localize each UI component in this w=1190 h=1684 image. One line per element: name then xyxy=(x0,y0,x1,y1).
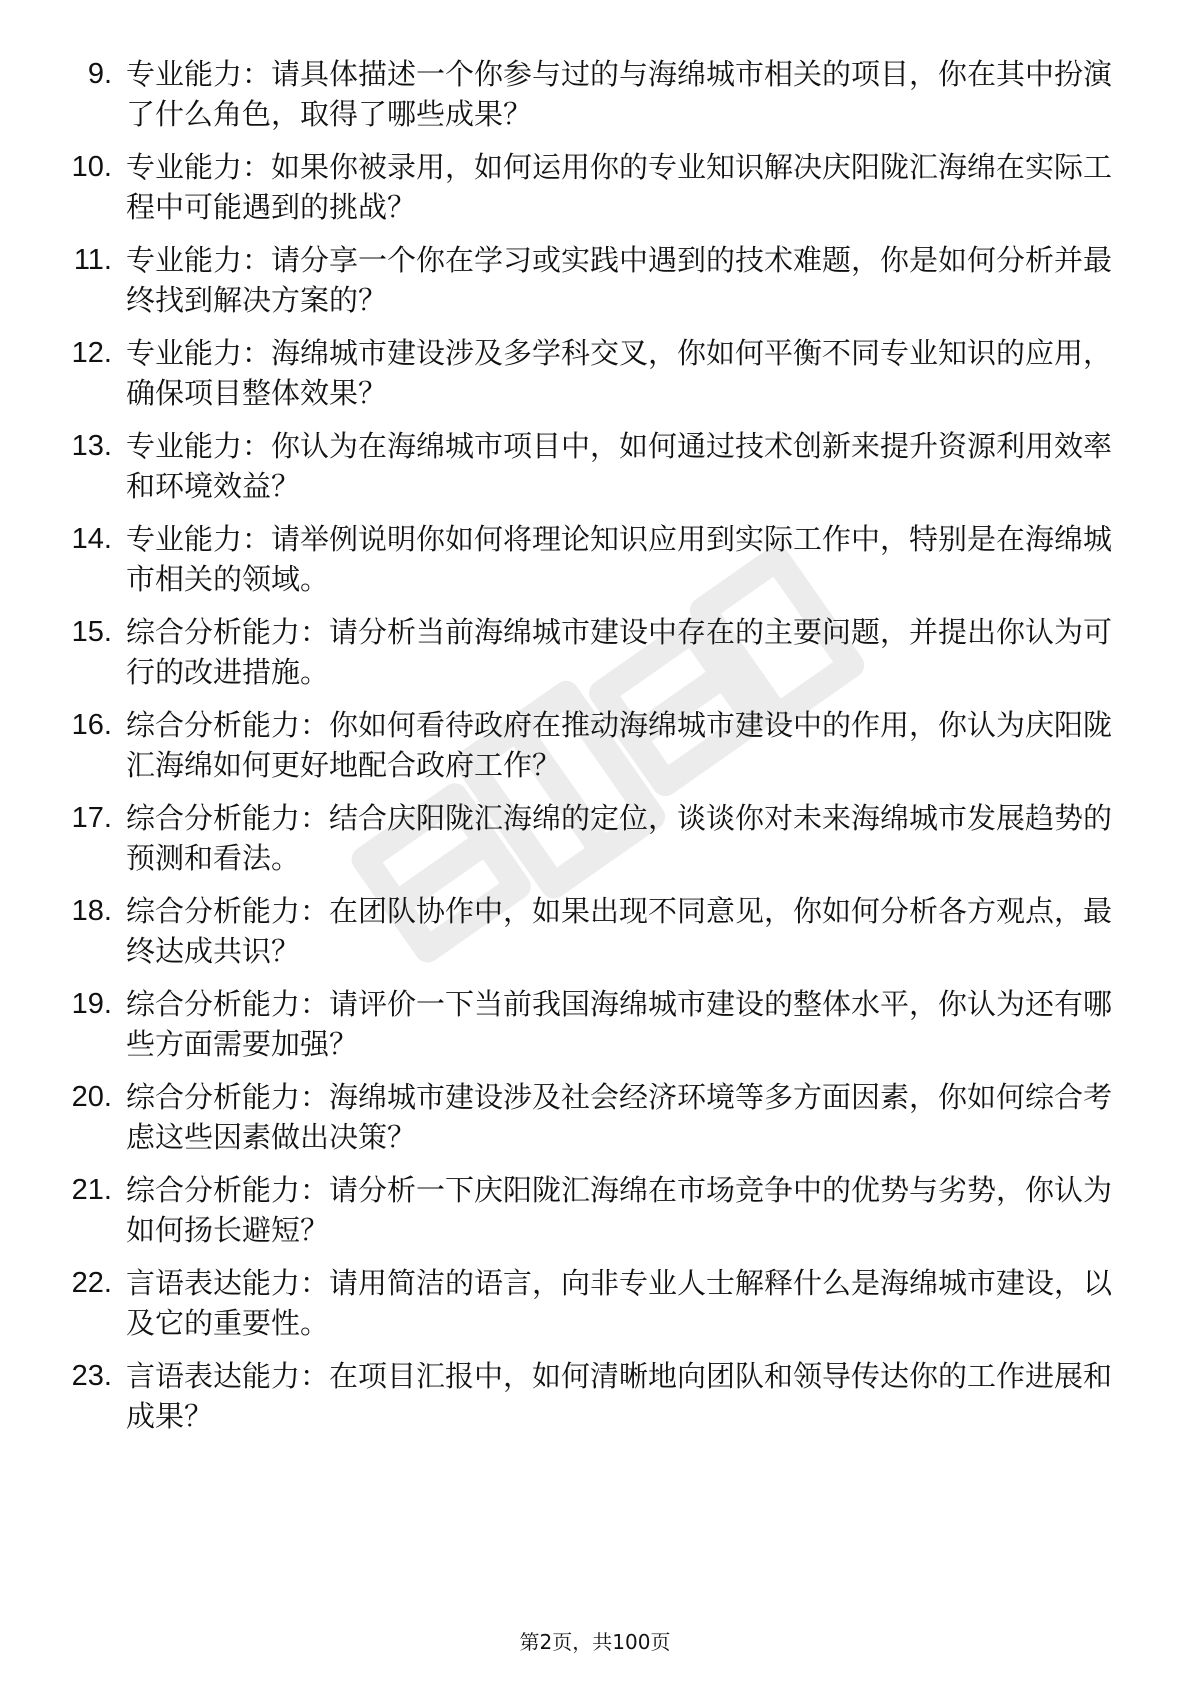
question-number: 18. xyxy=(71,895,112,927)
question-number: 19. xyxy=(71,988,112,1020)
list-item xyxy=(0,46,1190,139)
list-item xyxy=(0,325,1190,418)
list-item xyxy=(0,883,1190,976)
question-text: 专业能力：请分享一个你在学习或实践中遇到的技术难题，你是如何分析并最终找到解决方案的？ xyxy=(126,243,1113,317)
question-text: 专业能力：如果你被录用，如何运用你的专业知识解决庆阳陇汇海绵在实际工程中可能遇到的挑战？ xyxy=(126,150,1113,224)
question-number: 9. xyxy=(87,58,112,90)
question-number: 20. xyxy=(71,1081,112,1113)
question-number: 13. xyxy=(71,430,112,462)
question-text: 言语表达能力：请用简洁的语言，向非专业人士解释什么是海绵城市建设，以及它的重要性。 xyxy=(126,1266,1113,1340)
question-text: 专业能力：你认为在海绵城市项目中，如何通过技术创新来提升资源利用效率和环境效益？ xyxy=(126,429,1113,503)
question-text: 综合分析能力：在团队协作中，如果出现不同意见，你如何分析各方观点，最终达成共识？ xyxy=(126,894,1113,968)
question-number: 10. xyxy=(71,151,112,183)
question-text: 综合分析能力：你如何看待政府在推动海绵城市建设中的作用，你认为庆阳陇汇海绵如何更好地配合政府工作？ xyxy=(126,708,1113,782)
question-text: 综合分析能力：海绵城市建设涉及社会经济环境等多方面因素，你如何综合考虑这些因素做出决策？ xyxy=(126,1080,1113,1154)
question-number: 17. xyxy=(71,802,112,834)
question-text: 综合分析能力：请分析当前海绵城市建设中存在的主要问题，并提出你认为可行的改进措施。 xyxy=(126,615,1113,689)
question-text: 综合分析能力：请评价一下当前我国海绵城市建设的整体水平，你认为还有哪些方面需要加强？ xyxy=(126,987,1113,1061)
list-item xyxy=(0,976,1190,1069)
question-text: 综合分析能力：请分析一下庆阳陇汇海绵在市场竞争中的优势与劣势，你认为如何扬长避短？ xyxy=(126,1173,1113,1247)
question-number: 21. xyxy=(71,1174,112,1206)
list-item xyxy=(0,232,1190,325)
list-item xyxy=(0,1162,1190,1255)
list-item xyxy=(0,790,1190,883)
question-text: 专业能力：海绵城市建设涉及多学科交叉，你如何平衡不同专业知识的应用，确保项目整体效果？ xyxy=(126,336,1113,410)
list-item xyxy=(0,697,1190,790)
question-number: 14. xyxy=(71,523,112,555)
list-item xyxy=(0,511,1190,604)
question-text: 言语表达能力：在项目汇报中，如何清晰地向团队和领导传达你的工作进展和成果？ xyxy=(126,1359,1113,1433)
list-item xyxy=(0,604,1190,697)
question-number: 12. xyxy=(71,337,112,369)
page-footer: 第2页，共100页 xyxy=(519,1630,671,1654)
list-item xyxy=(0,1069,1190,1162)
question-text: 综合分析能力：结合庆阳陇汇海绵的定位，谈谈你对未来海绵城市发展趋势的预测和看法。 xyxy=(126,801,1113,875)
question-number: 16. xyxy=(71,709,112,741)
question-text: 专业能力：请具体描述一个你参与过的与海绵城市相关的项目，你在其中扮演了什么角色，取得了哪些成果？ xyxy=(126,57,1113,131)
list-item xyxy=(0,1348,1190,1441)
question-number: 22. xyxy=(71,1267,112,1299)
question-number: 11. xyxy=(73,244,112,276)
question-list xyxy=(0,46,1190,1441)
question-number: 23. xyxy=(71,1360,112,1392)
question-number: 15. xyxy=(71,616,112,648)
list-item xyxy=(0,139,1190,232)
list-item xyxy=(0,418,1190,511)
question-text: 专业能力：请举例说明你如何将理论知识应用到实际工作中，特别是在海绵城市相关的领域。 xyxy=(126,522,1113,596)
list-item xyxy=(0,1255,1190,1348)
